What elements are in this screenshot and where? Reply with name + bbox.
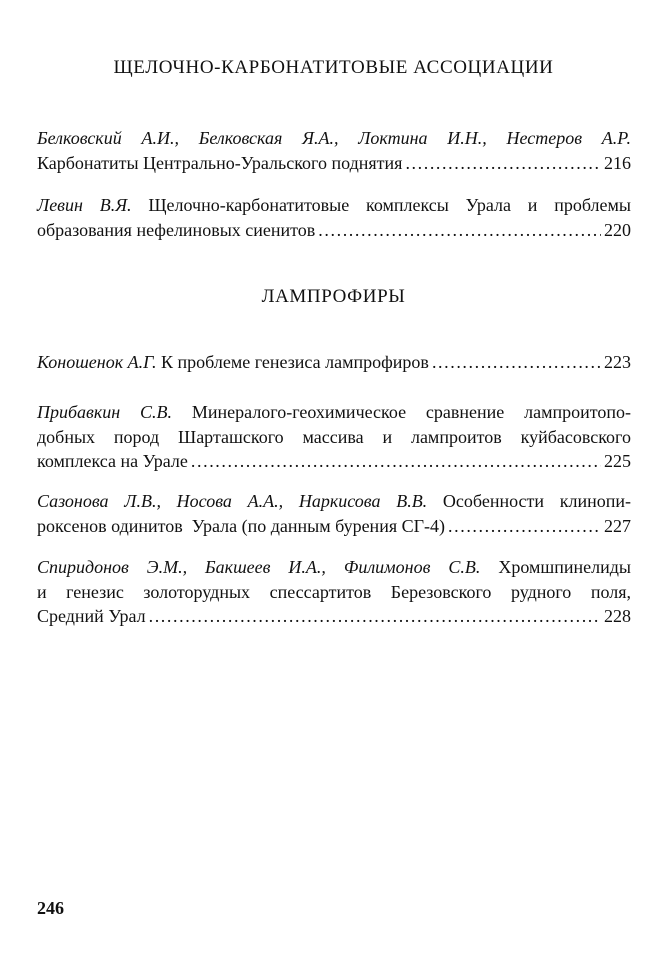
entry-title-text: К проблеме генезиса лампрофиров [161,352,429,372]
entry-title-text: Карбонатиты Центрально-Уральского поднятия [37,152,403,173]
leader-dots [318,218,601,243]
entry-authors: Коношенок А.Г. [37,352,157,372]
entry-first-line [37,193,631,218]
entry-title-text: Минералого-геохимическое сравнение лампроитопо- [191,402,632,422]
entry-authors: Спиридонов Э.М., Бакшеев И.А., Филимонов С.В. [37,557,481,577]
toc-entry-pribavkin [37,400,631,474]
leader-dots [432,350,601,375]
entry-page-number: 216 [604,152,631,173]
leader-dots [149,604,601,629]
entry-first-line [37,400,631,425]
entry-first-line [37,555,631,580]
toc-entry-levin [37,193,631,242]
section-title-alkaline-carbonatite: ЩЕЛОЧНО-КАРБОНАТИТОВЫЕ АССОЦИАЦИИ [113,57,554,78]
entry-title-text: Хромшпинелиды [498,557,631,577]
entry-title-text: роксенов одинитов Урала (по данным бурения СГ-4) [37,515,446,536]
entry-title-text: Средний Урал [37,606,146,626]
entry-title-text: Особенности клинопи- [442,491,631,511]
entry-title-line [37,350,631,375]
entry-title-line [37,151,631,176]
entry-authors: Белковский А.И., Белковская Я.А., Локтина И.Н., Нестеров А.Р. [37,128,631,148]
entry-authors: Прибавкин С.В. [37,402,173,422]
toc-entry-konoshenok [37,350,631,375]
entry-page-number: 225 [604,451,631,471]
entry-authors: Сазонова Л.В., Носова А.А., Наркисова В.В. [37,491,428,511]
toc-entry-belkovsky [37,126,631,175]
page-number: 246 [37,898,64,918]
entry-title-line [37,218,631,243]
entry-title-text: комплекса на Урале [37,451,188,471]
entry-title-line: и генезис золоторудных спессартитов Березовского рудного поля, [37,581,631,602]
leader-dots [448,514,601,539]
entry-title-text: образования нефелиновых сиенитов [37,219,316,240]
entry-authors: Левин В.Я. [37,195,132,215]
entry-title-line [37,449,631,474]
section-title-lamprophyres: ЛАМПРОФИРЫ [261,286,406,307]
leader-dots [405,151,601,176]
entry-lead-text [37,350,429,375]
toc-entry-spiridonov [37,555,631,629]
entry-title-line: добных пород Шарташского массива и лампроитов куйбасовского [37,426,631,447]
entry-page-number: 223 [604,352,631,372]
entry-title-line [37,514,631,539]
entry-title-line [37,604,631,629]
entry-title-text: Щелочно-карбонатитовые комплексы Урала и проблемы [148,195,632,215]
entry-page-number: 227 [604,515,631,536]
toc-entry-sazonova [37,489,631,538]
leader-dots [191,449,601,474]
entry-page-number: 228 [604,606,631,626]
entry-page-number: 220 [604,219,631,240]
entry-first-line [37,489,631,514]
